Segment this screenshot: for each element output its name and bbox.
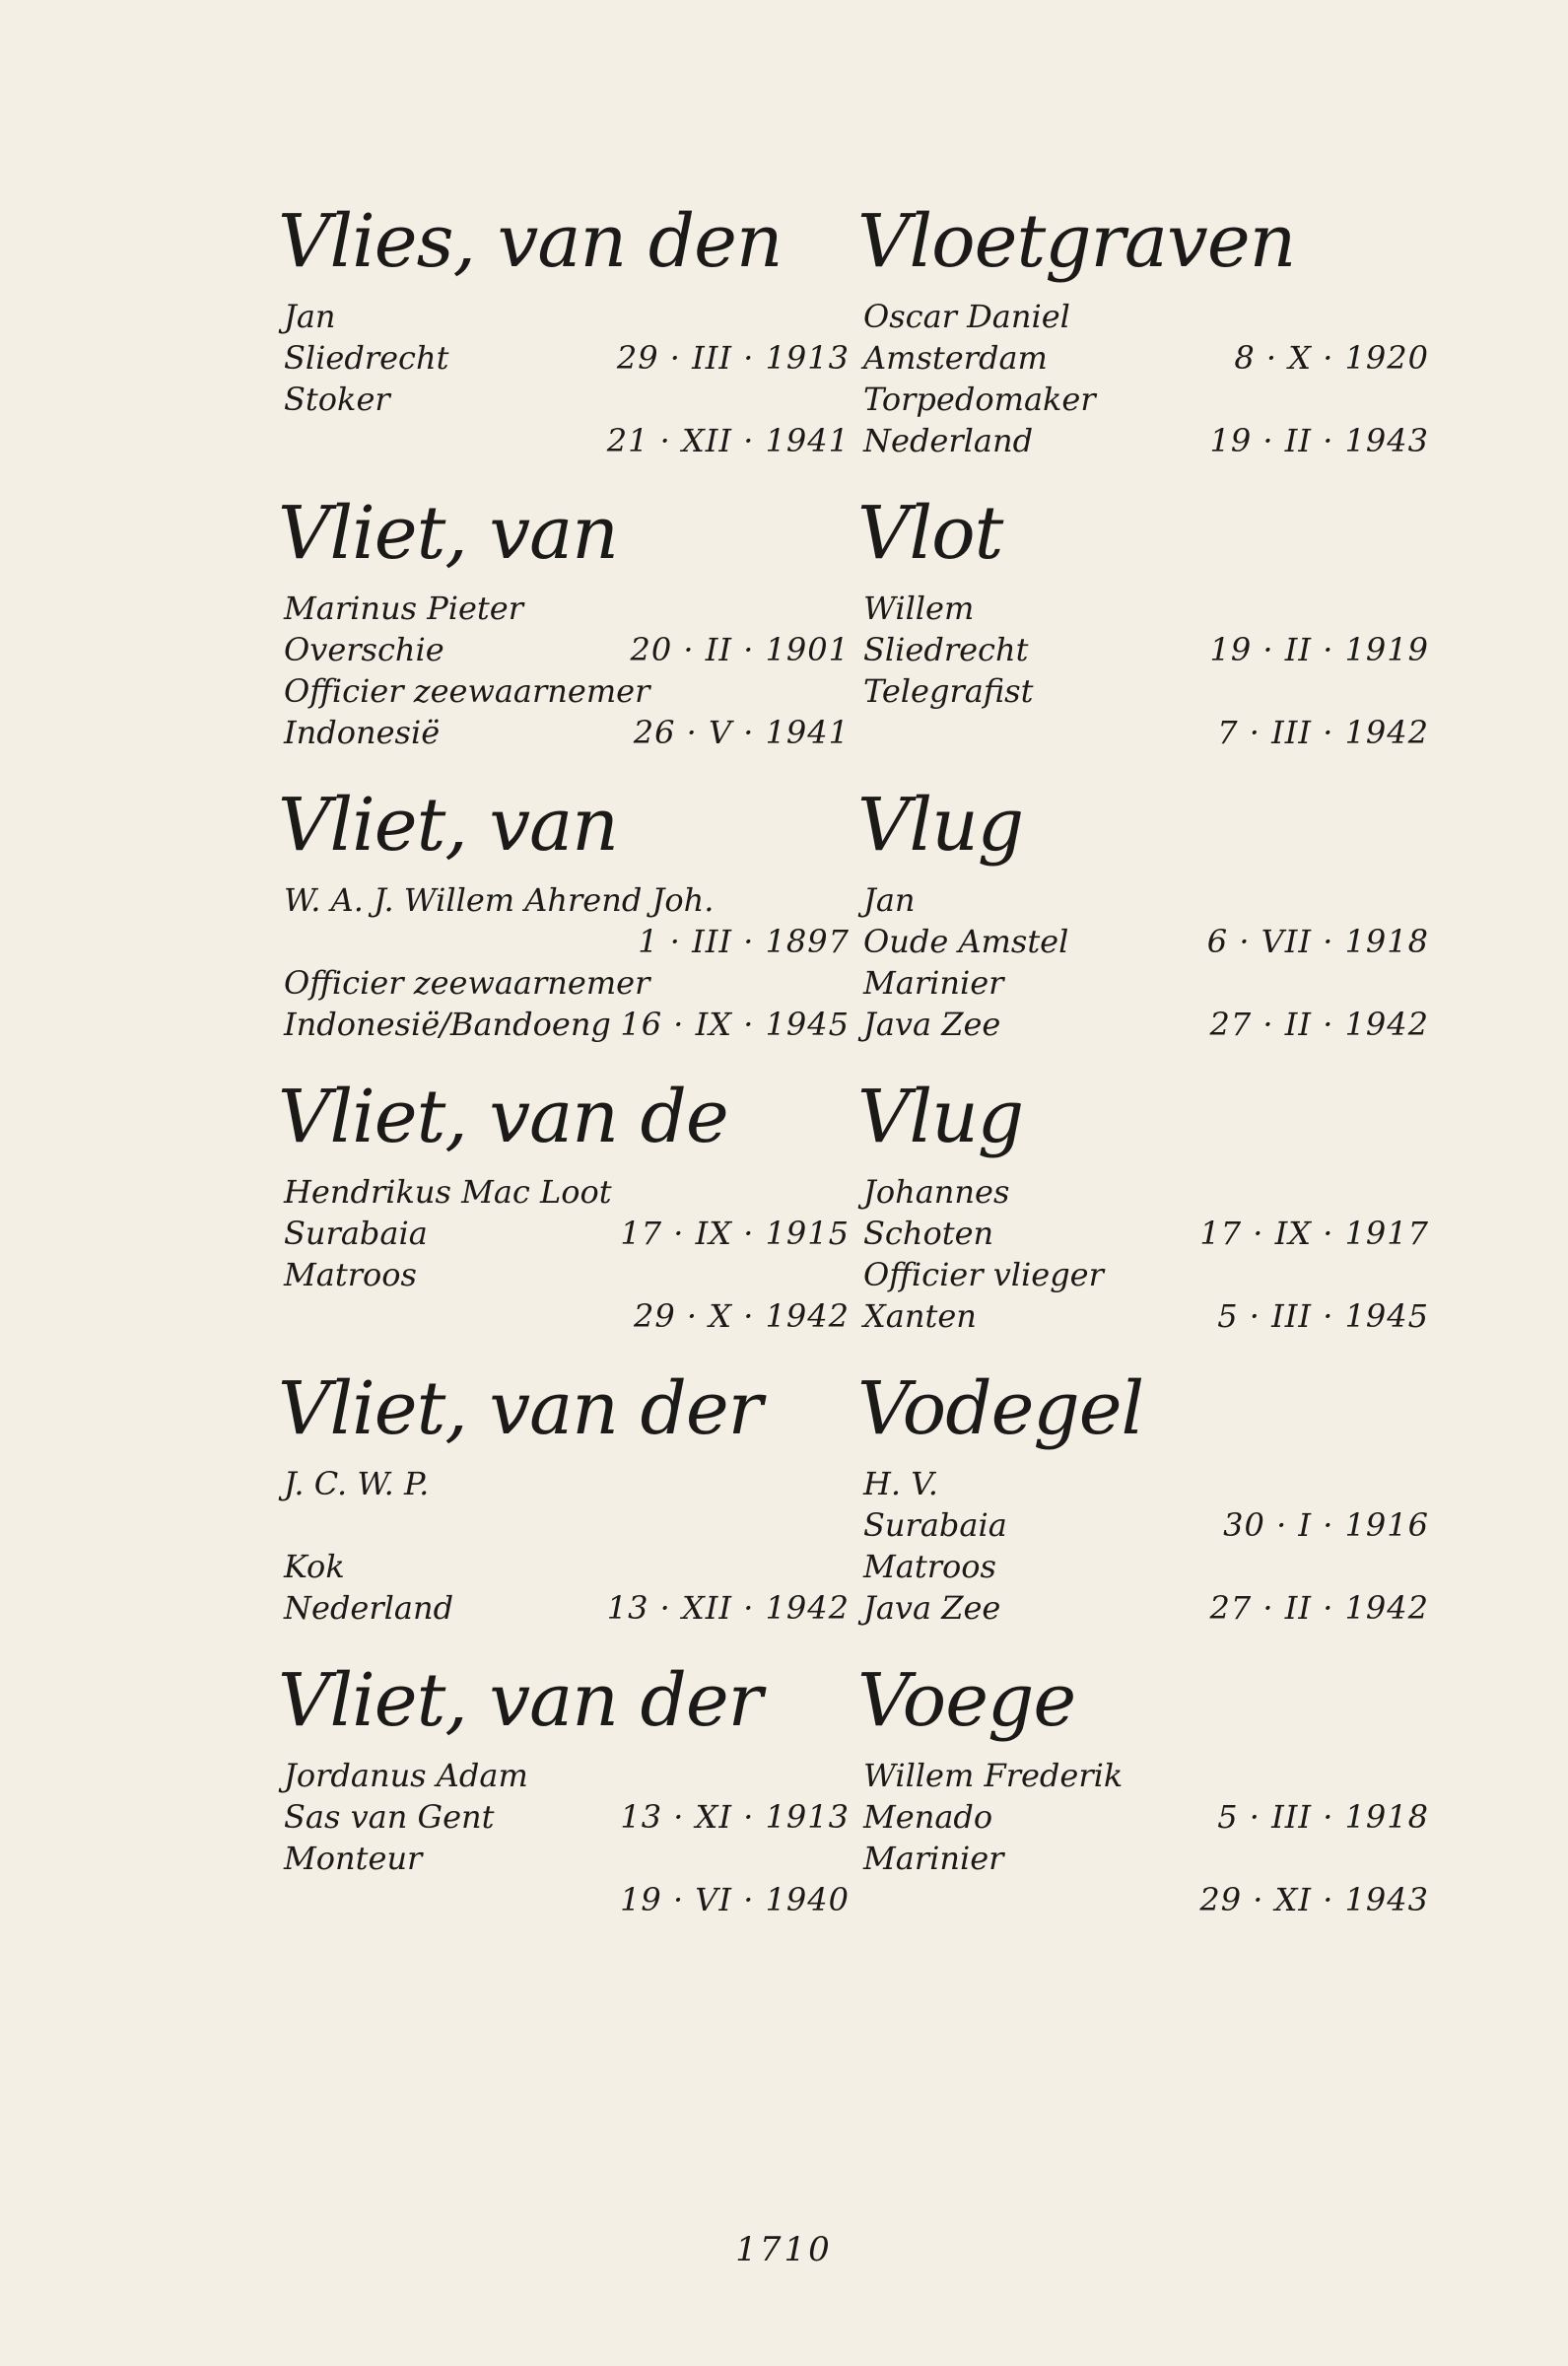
death-place: Nederland xyxy=(863,422,1034,459)
given-names: H. V. xyxy=(863,1465,938,1502)
death-date: 19 · VI · 1940 xyxy=(620,1881,850,1918)
birth-date: 29 · III · 1913 xyxy=(616,339,850,377)
given-names: Oscar Daniel xyxy=(863,298,1070,335)
birth-line xyxy=(857,921,1429,962)
given-names: W. A. J. Willem Ahrend Joh. xyxy=(284,881,715,919)
birthplace: Schoten xyxy=(863,1215,994,1252)
occupation: Stoker xyxy=(284,381,390,418)
death-line xyxy=(857,1879,1429,1920)
occupation: Monteur xyxy=(284,1840,423,1877)
death-date: 26 · V · 1941 xyxy=(633,714,850,751)
occupation: Matroos xyxy=(863,1548,996,1585)
given-names: Marinus Pieter xyxy=(284,590,523,627)
birth-line xyxy=(278,1796,850,1838)
surname: Vloetgraven xyxy=(857,199,1296,284)
birth-line xyxy=(278,921,850,962)
death-date: 5 · III · 1945 xyxy=(1217,1297,1429,1335)
death-place: Indonesië xyxy=(284,714,441,751)
occupation: Telegrafist xyxy=(863,672,1034,710)
right-column xyxy=(857,187,1429,1938)
entry-left-4 xyxy=(278,1355,850,1646)
birth-date: 6 · VII · 1918 xyxy=(1206,923,1429,960)
occupation: Officier vlieger xyxy=(863,1256,1104,1293)
birthplace: Sas van Gent xyxy=(284,1798,495,1836)
birthplace: Sliedrecht xyxy=(863,631,1029,668)
occupation-line xyxy=(278,962,850,1004)
death-place: Java Zee xyxy=(863,1006,1001,1043)
occupation: Marinier xyxy=(863,964,1004,1002)
surname: Vodegel xyxy=(857,1366,1144,1451)
death-line xyxy=(857,1587,1429,1629)
birth-line xyxy=(857,1213,1429,1254)
birth-date: 5 · III · 1918 xyxy=(1217,1798,1429,1836)
death-line xyxy=(278,1004,850,1045)
birth-date: 8 · X · 1920 xyxy=(1234,339,1429,377)
entry-left-3 xyxy=(278,1063,850,1355)
page-number: 1710 xyxy=(735,2230,833,2269)
birth-line xyxy=(857,1796,1429,1838)
surname: Vlug xyxy=(857,1075,1024,1159)
entry-left-0 xyxy=(278,187,850,479)
surname: Vliet, van der xyxy=(278,1658,762,1743)
death-date: 19 · II · 1943 xyxy=(1209,422,1429,459)
birth-date: 19 · II · 1919 xyxy=(1209,631,1429,668)
given-names: Jordanus Adam xyxy=(284,1757,528,1794)
death-date: 21 · XII · 1941 xyxy=(606,422,850,459)
given-names-line xyxy=(278,879,850,921)
occupation-line xyxy=(857,1254,1429,1295)
occupation-line xyxy=(857,962,1429,1004)
given-names: J. C. W. P. xyxy=(284,1465,430,1502)
surname: Vliet, van xyxy=(278,491,618,576)
death-line xyxy=(857,1295,1429,1337)
occupation: Officier zeewaarnemer xyxy=(284,964,650,1002)
occupation-line xyxy=(857,1546,1429,1587)
given-names-line xyxy=(857,879,1429,921)
birthplace: Overschie xyxy=(284,631,444,668)
occupation-line xyxy=(278,379,850,420)
entry-right-3 xyxy=(857,1063,1429,1355)
given-names: Hendrikus Mac Loot xyxy=(284,1173,612,1211)
birth-date: 30 · I · 1916 xyxy=(1223,1506,1429,1544)
occupation: Kok xyxy=(284,1548,345,1585)
entry-right-2 xyxy=(857,771,1429,1063)
occupation-line xyxy=(857,670,1429,712)
occupation-line xyxy=(278,1254,850,1295)
entry-left-1 xyxy=(278,479,850,771)
entry-left-2 xyxy=(278,771,850,1063)
birth-date: 1 · III · 1897 xyxy=(638,923,850,960)
given-names: Jan xyxy=(284,298,336,335)
birthplace: Surabaia xyxy=(284,1215,428,1252)
death-place: Xanten xyxy=(863,1297,977,1335)
birth-line xyxy=(278,337,850,379)
death-line xyxy=(857,1004,1429,1045)
occupation: Officier zeewaarnemer xyxy=(284,672,650,710)
birth-date: 13 · XI · 1913 xyxy=(620,1798,850,1836)
surname: Voege xyxy=(857,1658,1076,1743)
given-names-line xyxy=(278,296,850,337)
given-names-line xyxy=(857,296,1429,337)
given-names-line xyxy=(278,1463,850,1504)
entry-right-4 xyxy=(857,1355,1429,1646)
death-date: 16 · IX · 1945 xyxy=(620,1006,850,1043)
surname: Vlies, van den xyxy=(278,199,783,284)
given-names-line xyxy=(278,1171,850,1213)
birth-line xyxy=(278,1504,850,1546)
death-line xyxy=(278,712,850,753)
death-line xyxy=(857,420,1429,461)
birth-date: 17 · IX · 1917 xyxy=(1199,1215,1429,1252)
given-names: Willem xyxy=(863,590,975,627)
death-line xyxy=(278,1587,850,1629)
death-date: 27 · II · 1942 xyxy=(1209,1589,1429,1627)
birthplace: Oude Amstel xyxy=(863,923,1069,960)
given-names-line xyxy=(857,1755,1429,1796)
birthplace: Surabaia xyxy=(863,1506,1007,1544)
occupation-line xyxy=(278,670,850,712)
surname: Vliet, van der xyxy=(278,1366,762,1451)
death-date: 27 · II · 1942 xyxy=(1209,1006,1429,1043)
entry-right-5 xyxy=(857,1646,1429,1938)
birthplace: Amsterdam xyxy=(863,339,1048,377)
occupation-line xyxy=(278,1838,850,1879)
entry-left-5 xyxy=(278,1646,850,1938)
death-date: 7 · III · 1942 xyxy=(1217,714,1429,751)
given-names: Willem Frederik xyxy=(863,1757,1124,1794)
occupation: Marinier xyxy=(863,1840,1004,1877)
death-line xyxy=(857,712,1429,753)
entry-right-1 xyxy=(857,479,1429,771)
occupation-line xyxy=(857,1838,1429,1879)
death-date: 29 · X · 1942 xyxy=(634,1297,850,1335)
birth-line xyxy=(857,1504,1429,1546)
birth-date: 20 · II · 1901 xyxy=(630,631,850,668)
birth-date: 17 · IX · 1915 xyxy=(620,1215,850,1252)
death-line xyxy=(278,1295,850,1337)
birthplace: Sliedrecht xyxy=(284,339,449,377)
left-column xyxy=(278,187,850,1938)
occupation-line xyxy=(278,1546,850,1587)
birth-line xyxy=(857,629,1429,670)
birth-line xyxy=(857,337,1429,379)
entry-right-0 xyxy=(857,187,1429,479)
birthplace: Menado xyxy=(863,1798,993,1836)
death-date: 29 · XI · 1943 xyxy=(1199,1881,1429,1918)
occupation: Matroos xyxy=(284,1256,417,1293)
surname: Vlug xyxy=(857,783,1024,868)
given-names-line xyxy=(857,1463,1429,1504)
birth-line xyxy=(278,1213,850,1254)
death-date: 13 · XII · 1942 xyxy=(606,1589,850,1627)
occupation: Torpedomaker xyxy=(863,381,1096,418)
given-names: Johannes xyxy=(863,1173,1010,1211)
surname: Vliet, van xyxy=(278,783,618,868)
death-place: Indonesië/Bandoeng xyxy=(284,1006,611,1043)
given-names-line xyxy=(857,588,1429,629)
given-names: Jan xyxy=(863,881,916,919)
occupation-line xyxy=(857,379,1429,420)
death-place: Nederland xyxy=(284,1589,454,1627)
surname: Vlot xyxy=(857,491,1003,576)
birth-line xyxy=(278,629,850,670)
given-names-line xyxy=(278,1755,850,1796)
surname: Vliet, van de xyxy=(278,1075,728,1159)
death-place: Java Zee xyxy=(863,1589,1001,1627)
given-names-line xyxy=(278,588,850,629)
death-line xyxy=(278,1879,850,1920)
given-names-line xyxy=(857,1171,1429,1213)
death-line xyxy=(278,420,850,461)
